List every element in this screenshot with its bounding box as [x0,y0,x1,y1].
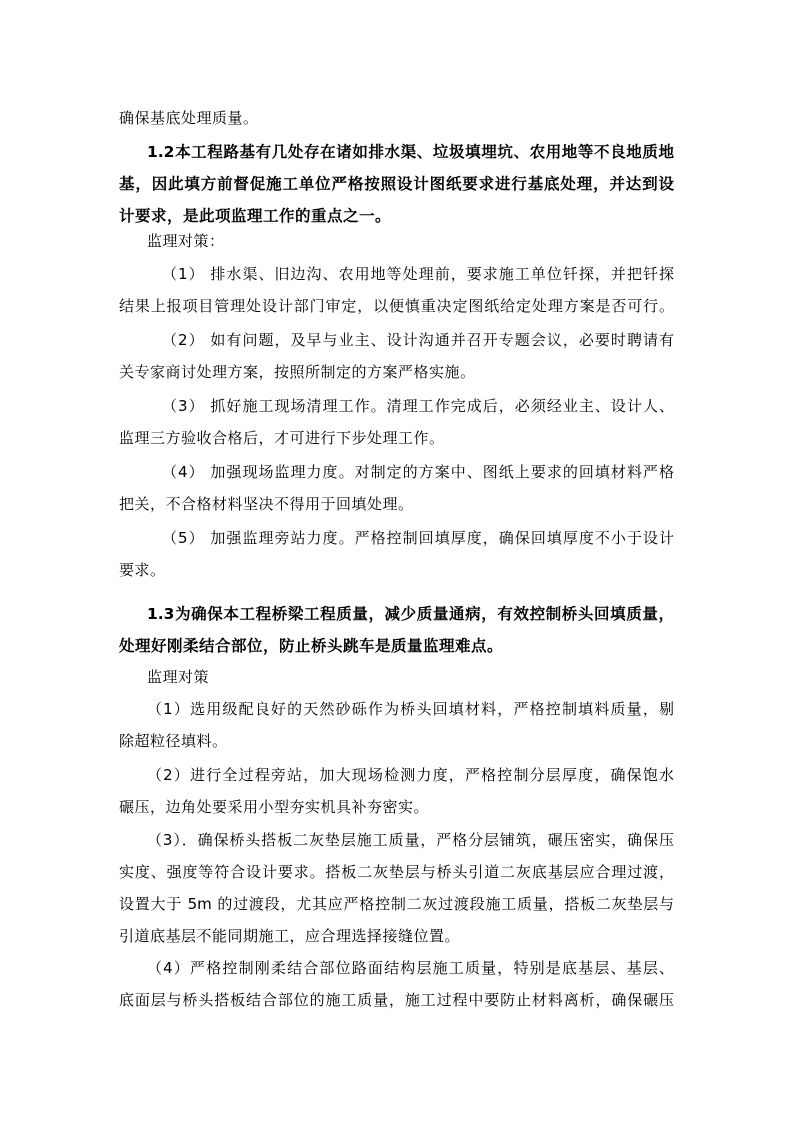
list-item-3: （3）．确保桥头搭板二灰垫层施工质量，严格分层铺筑，碾压密实，确保压 [147,831,674,849]
list-item-2: （2）进行全过程旁站，加大现场检测力度，严格控制分层厚度，确保饱水 [147,766,674,784]
list-item-line: 除超粒径填料。 [119,732,228,750]
list-item-line: 底面层与桥头搭板结合部位的施工质量，施工过程中要防止材料离析，确保碾压 [119,991,674,1009]
list-item-line: 把关，不合格材料坚决不得用于回填处理。 [119,495,414,513]
section-heading-1-3: 1.3为确保本工程桥梁工程质量，减少质量通病，有效控制桥头回填质量， [147,605,674,623]
list-item-line: 监理三方验收合格后，才可进行下步处理工作。 [119,429,445,447]
list-item-line: 关专家商讨处理方案，按照所制定的方案严格实施。 [119,363,476,381]
list-item-1: （1） 排水渠、旧边沟、农用地等处理前，要求施工单位钎探，并把钎探 [162,265,674,283]
list-item-4: （4） 加强现场监理力度。对制定的方案中、图纸上要求的回填材料严格 [162,463,674,481]
section-heading-1-2: 1.2本工程路基有几处存在诸如排水渠、垃圾填埋坑、农用地等不良地质地 [147,143,674,161]
list-item-5: （5） 加强监理旁站力度。严格控制回填厚度，确保回填厚度不小于设计 [162,529,674,547]
list-item-line: 设置大于 5m 的过渡段，尤其应严格控制二灰过渡段施工质量，搭板二灰垫层与 [119,895,674,913]
section-heading-line: 处理好刚柔结合部位，防止桥头跳车是质量监理难点。 [119,637,504,655]
list-item-2: （2） 如有问题，及早与业主、设计沟通并召开专题会议，必要时聘请有 [162,331,674,349]
list-item-line: 结果上报项目管理处设计部门审定，以便慎重决定图纸给定处理方案是否可行。 [119,297,674,315]
list-item-line: 引道底基层不能同期施工，应合理选择接缝位置。 [119,927,461,945]
list-item-line: 实度、强度等符合设计要求。搭板二灰垫层与桥头引道二灰底基层应合理过渡， [119,863,674,881]
list-item-line: 碾压，边角处要采用小型夯实机具补夯密实。 [119,798,430,816]
paragraph-line: 确保基底处理质量。 [119,109,259,127]
section-heading-line: 计要求，是此项监理工作的重点之一。 [119,207,392,225]
list-item-3: （3） 抓好施工现场清理工作。清理工作完成后，必须经业主、设计人、 [162,397,674,415]
section-heading-line: 基，因此填方前督促施工单位严格按照设计图纸要求进行基底处理，并达到设 [119,175,674,193]
list-item-1: （1）选用级配良好的天然砂砾作为桥头回填材料，严格控制填料质量，剔 [147,700,674,718]
list-item-4: （4）严格控制刚柔结合部位路面结构层施工质量，特别是底基层、基层、 [147,959,674,977]
list-item-line: 要求。 [119,561,166,579]
countermeasure-label: 监理对策： [147,232,225,250]
countermeasure-label: 监理对策 [147,668,210,686]
